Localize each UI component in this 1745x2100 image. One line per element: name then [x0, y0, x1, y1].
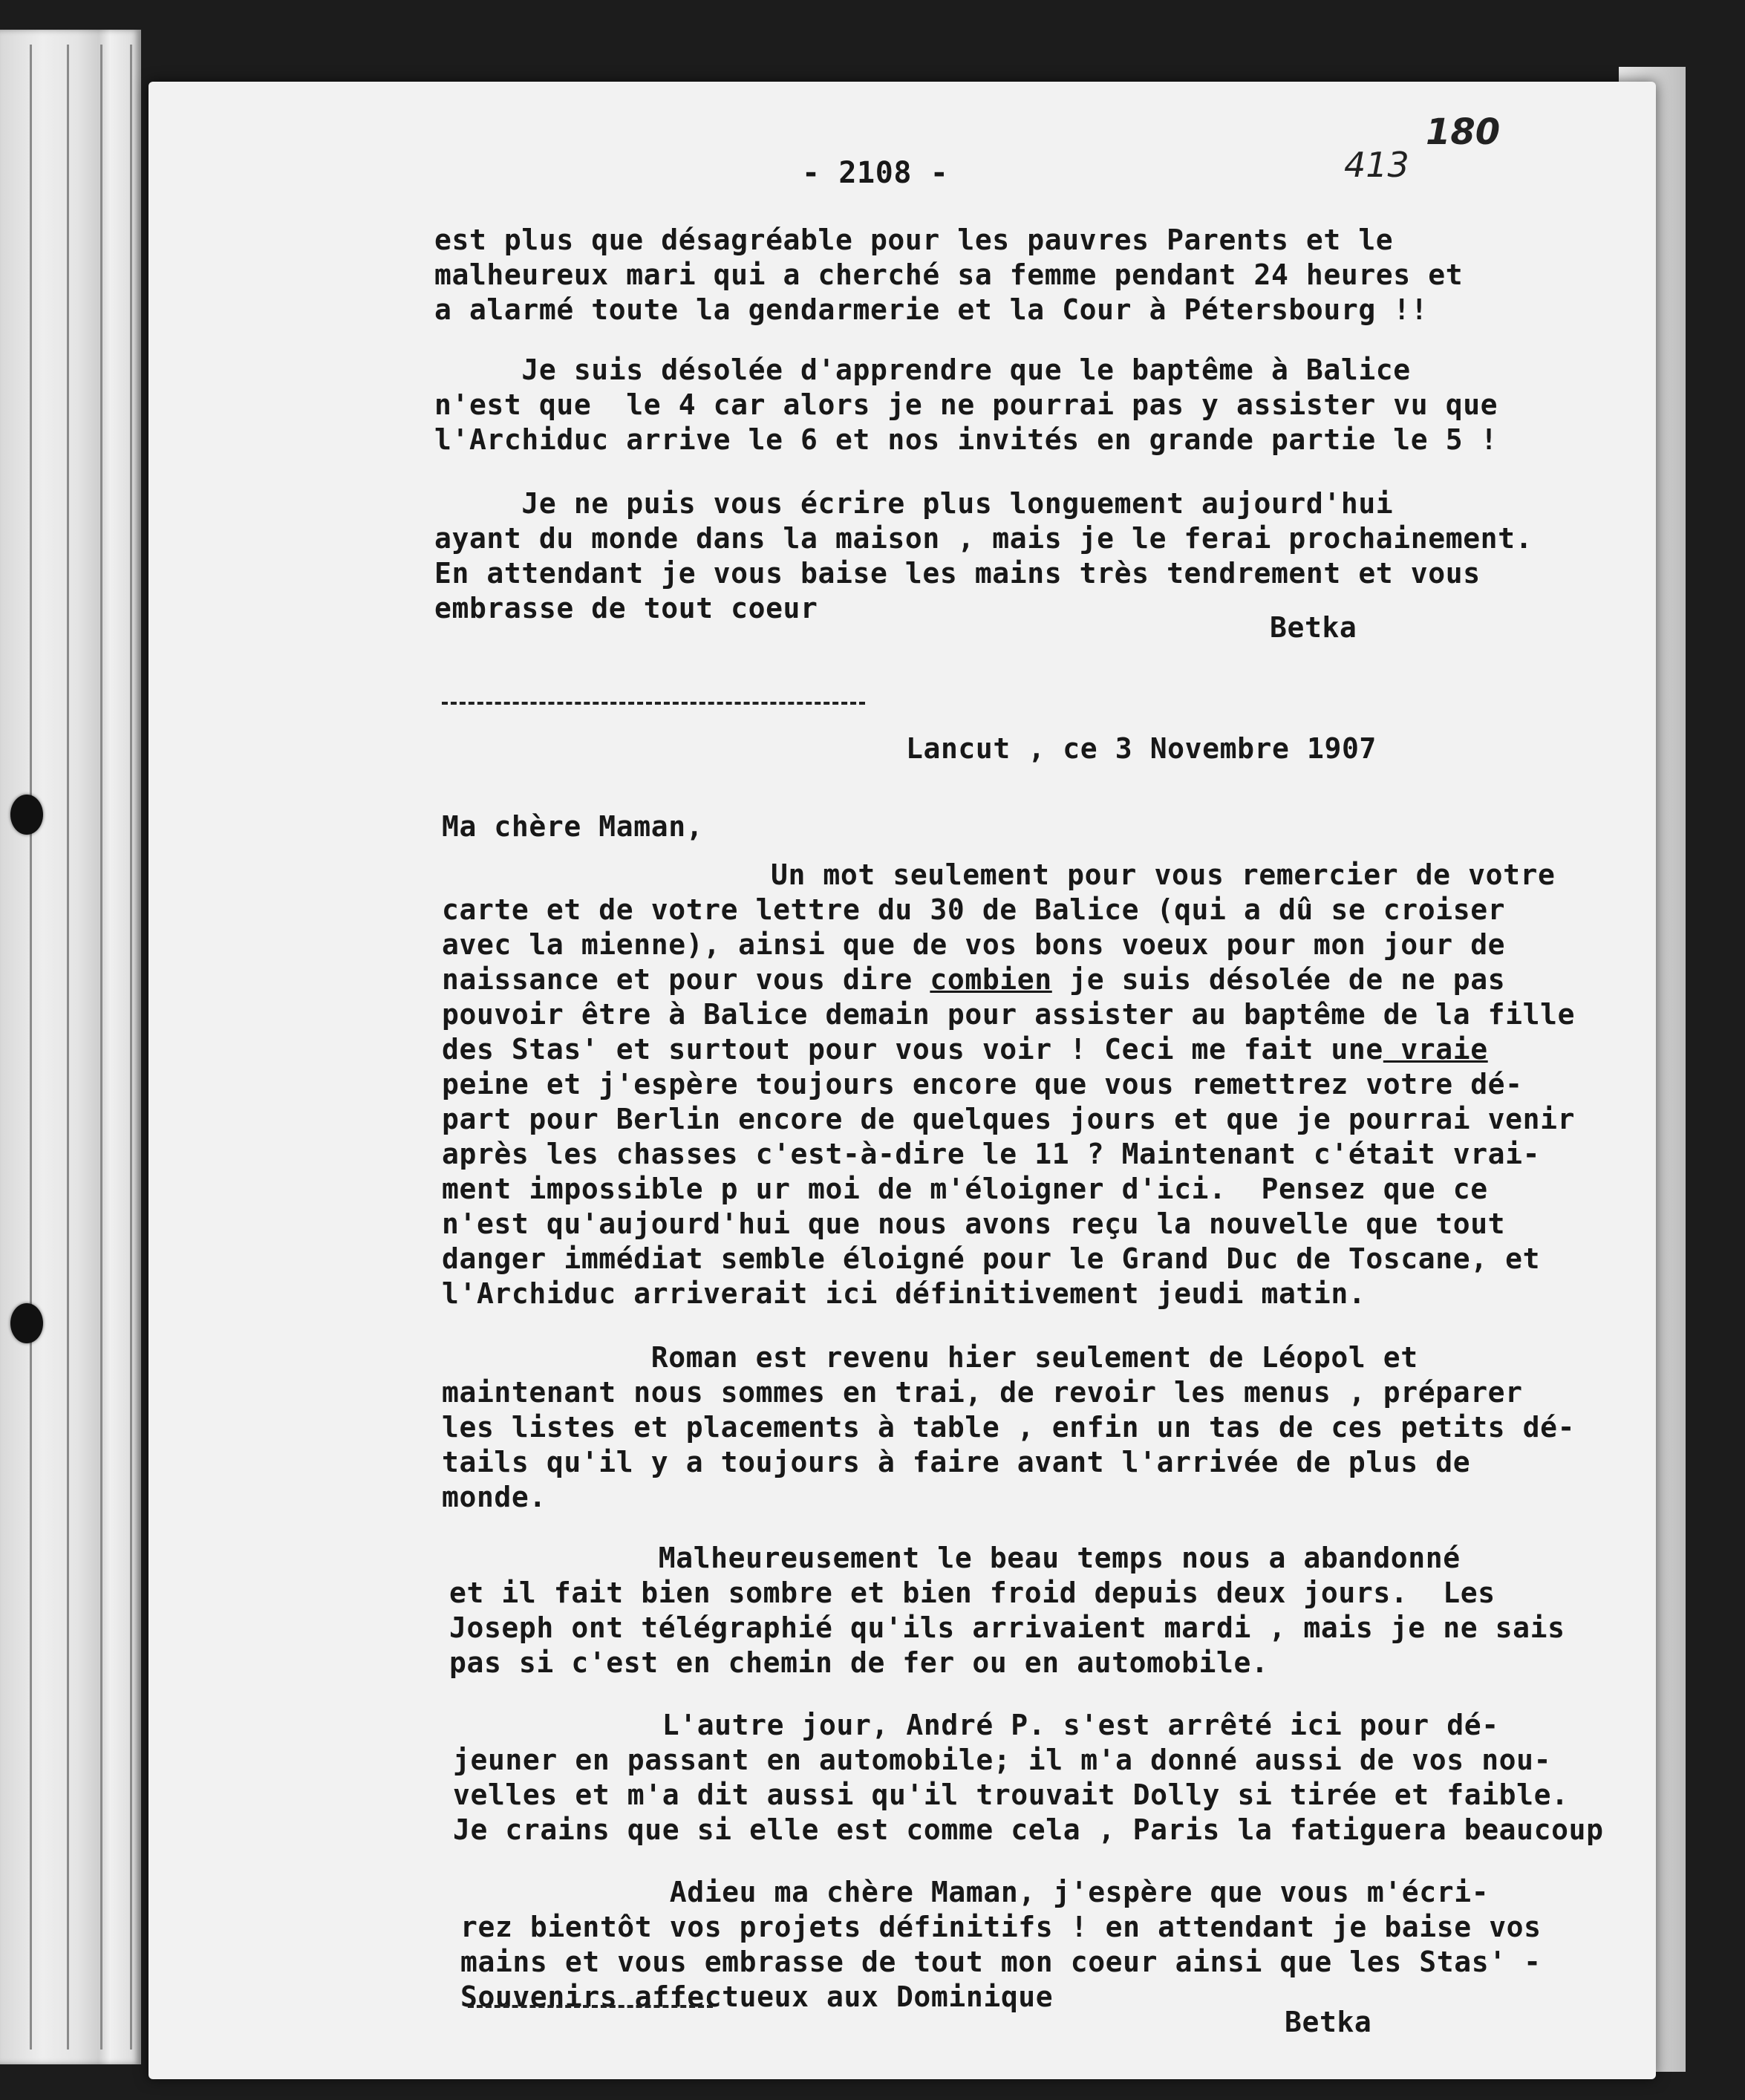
letter2-para1-line: Un mot seulement pour vous remercier de votre [771, 858, 1556, 891]
letter1-line: malheureux mari qui a cherché sa femme pendant 24 heures et [434, 258, 1464, 291]
letter2-para2-line: tails qu'il y a toujours à faire avant l'arrivée de plus de [442, 1446, 1471, 1478]
handwritten-folio: 413 [1344, 145, 1409, 185]
letter1-line: a alarmé toute la gendarmerie et la Cour à Pétersbourg !! [434, 293, 1429, 326]
letter2-para5-line: Souvenirs affectueux aux Dominique [460, 1980, 1054, 2013]
letter2-para3-line: et il fait bien sombre et bien froid depuis deux jours. Les [449, 1576, 1496, 1609]
letter2-para5-line: Adieu ma chère Maman, j'espère que vous m'écri- [460, 1876, 1490, 1908]
letter1-para2-line: n'est que le 4 car alors je ne pourrai pas y assister vu que [434, 388, 1498, 421]
letter2-para1-line: pouvoir être à Balice demain pour assister au baptême de la fille [442, 998, 1576, 1031]
letter2-para4-line: L'autre jour, André P. s'est arrêté ici pour dé- [453, 1709, 1499, 1741]
sheet-edge [100, 45, 102, 2050]
letter2-para5-line: mains et vous embrasse de tout mon coeur ainsi que les Stas' - [460, 1946, 1542, 1978]
letter2-para1-line: après les chasses c'est-à-dire le 11 ? Maintenant c'était vrai- [442, 1138, 1541, 1170]
handwritten-folio-alt: 180 [1426, 111, 1501, 153]
letter2-salutation: Ma chère Maman, [442, 810, 704, 843]
letter1-para3-line: En attendant je vous baise les mains très tendrement et vous [434, 557, 1481, 590]
binder-stack [0, 30, 141, 2064]
letter2-signature: Betka [1285, 2006, 1372, 2038]
letter2-para4-line: jeuner en passant en automobile; il m'a donné aussi de vos nou- [453, 1744, 1552, 1776]
separator-rule [468, 2005, 713, 2008]
letter2-para1-line: avec la mienne), ainsi que de vos bons voeux pour mon jour de [442, 928, 1506, 961]
letter2-para1-line: n'est qu'aujourd'hui que nous avons reçu la nouvelle que tout [442, 1207, 1506, 1240]
letter2-para2-line: monde. [442, 1481, 547, 1513]
letter1-line: est plus que désagréable pour les pauvres Parents et le [434, 224, 1394, 256]
letter2-para1-line: l'Archiduc arriverait ici définitivement jeudi matin. [442, 1277, 1366, 1310]
line-fragment: naissance et pour vous dire [442, 963, 930, 996]
letter2-para4-line: velles et m'a dit aussi qu'il trouvait Dolly si tirée et faible. [453, 1778, 1569, 1811]
letter2-para1-line [442, 962, 1505, 997]
letter2-dateline: Lancut , ce 3 Novembre 1907 [906, 732, 1377, 765]
letter2-para1-line: ment impossible p ur moi de m'éloigner d'ici. Pensez que ce [442, 1173, 1488, 1205]
letter1-para2-line: l'Archiduc arrive le 6 et nos invités en grande partie le 5 ! [434, 423, 1498, 456]
letter1-para2-line: Je suis désolée d'apprendre que le baptême à Balice [434, 353, 1411, 386]
punch-hole [10, 1303, 43, 1343]
letter2-para1-line: carte et de votre lettre du 30 de Balice (qui a dû se croiser [442, 893, 1506, 926]
sheet-edge [30, 45, 32, 2050]
page-number: - 2108 - [802, 156, 949, 190]
separator-rule [442, 702, 865, 705]
punch-hole [10, 795, 43, 835]
sheet-edge [67, 45, 69, 2050]
letter2-para3-line: pas si c'est en chemin de fer ou en automobile. [449, 1646, 1269, 1679]
sheet-edge [130, 45, 132, 2050]
letter2-para2-line: les listes et placements à table , enfin un tas de ces petits dé- [442, 1411, 1576, 1444]
letter1-para3-line: embrasse de tout coeur [434, 592, 818, 625]
letter2-para3-line: Joseph ont télégraphié qu'ils arrivaient mardi , mais je ne sais [449, 1611, 1565, 1644]
letter2-para3-line: Malheureusement le beau temps nous a abandonné [449, 1542, 1461, 1574]
letter2-para2-line: maintenant nous sommes en trai, de revoir les menus , préparer [442, 1376, 1523, 1409]
line-fragment: je suis désolée de ne pas [1051, 963, 1506, 996]
letter2-para5-line: rez bientôt vos projets définitifs ! en attendant je baise vos [460, 1911, 1542, 1943]
letter2-para1-line: part pour Berlin encore de quelques jours et que je pourrai venir [442, 1103, 1576, 1135]
letter2-para1-line [442, 1032, 1488, 1067]
letter2-para4-line: Je crains que si elle est comme cela , Paris la fatiguera beaucoup [453, 1813, 1604, 1846]
line-fragment: des Stas' et surtout pour vous voir ! Ceci me fait une [442, 1033, 1383, 1066]
document-page [149, 82, 1656, 2079]
letter1-signature: Betka [1270, 611, 1357, 644]
letter1-para3-line: ayant du monde dans la maison , mais je le ferai prochainement. [434, 522, 1533, 555]
letter1-para3-line: Je ne puis vous écrire plus longuement aujourd'hui [434, 487, 1394, 520]
letter2-para1-line: peine et j'espère toujours encore que vous remettrez votre dé- [442, 1068, 1523, 1100]
emphasis-underlined: vraie [1383, 1033, 1488, 1066]
emphasis-underlined: combien [930, 963, 1052, 996]
letter2-para2-line: Roman est revenu hier seulement de Léopol et [442, 1341, 1418, 1374]
letter2-para1-line: danger immédiat semble éloigné pour le Grand Duc de Toscane, et [442, 1242, 1541, 1275]
